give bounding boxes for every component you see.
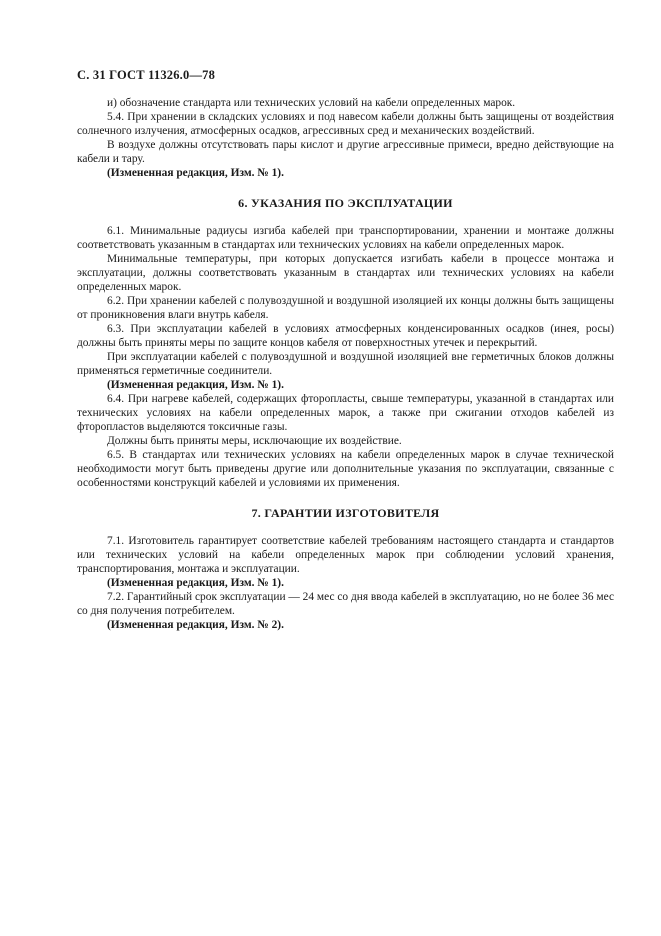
paragraph-6-3-connectors: При эксплуатации кабелей с полувоздушной и воздушной изоляцией вне герметичных блоков должны применяться герметичные соединители. (77, 351, 614, 377)
paragraph-7-1: 7.1. Изготовитель гарантирует соответствие кабелей требованиям настоящего стандарта и стандартов или технических условий на кабели определенных марок при соблюдении условий хранения, транспортирования, монтажа и эксплуатации. (77, 535, 614, 575)
paragraph-6-4-measures: Должны быть приняты меры, исключающие их воздействие. (107, 435, 402, 447)
amendment-note: (Измененная редакция, Изм. № 1). (107, 167, 284, 179)
paragraph-6-3: 6.3. При эксплуатации кабелей в условиях атмосферных конденсированных осадков (инея, росы) должны быть приняты меры по защите концов кабеля от поверхностных утечек и перекрытий. (77, 323, 614, 349)
paragraph-5-4: 5.4. При хранении в складских условиях и под навесом кабели должны быть защищены от воздействия солнечного излучения, атмосферных осадков, агрессивных сред и механических воздействий. (77, 111, 614, 137)
list-item-i: и) обозначение стандарта или технических условий на кабели определенных марок. (107, 97, 516, 109)
section-6-heading: 6. УКАЗАНИЯ ПО ЭКСПЛУАТАЦИИ (238, 196, 453, 210)
paragraph-6-5: 6.5. В стандартах или технических условиях на кабели определенных марок в случае технической необходимости могут быть приведены другие или дополнительные указания по эксплуатации, связанные с особенностями конструкций кабелей и условиями их применения. (77, 449, 614, 489)
amendment-note: (Измененная редакция, Изм. № 2). (107, 619, 284, 631)
paragraph-6-1-temps: Минимальные температуры, при которых допускается изгибать кабели в процессе монтажа и эксплуатации, должны соответствовать указанным в стандартах или технических условиях на кабели определенных марок. (77, 253, 614, 293)
paragraph-6-2: 6.2. При хранении кабелей с полувоздушной и воздушной изоляцией их концы должны быть защищены от проникновения влаги внутрь кабеля. (77, 295, 614, 321)
paragraph-6-4: 6.4. При нагреве кабелей, содержащих фторопласты, свыше температуры, указанной в стандартах или технических условиях на кабели определенных марок, а также при сжигании отходов кабелей из фторопластов выделяются токсичные газы. (77, 393, 614, 433)
amendment-note: (Измененная редакция, Изм. № 1). (107, 577, 284, 589)
running-head: С. 31 ГОСТ 11326.0—78 (77, 68, 216, 82)
paragraph-air: В воздухе должны отсутствовать пары кислот и другие агрессивные примеси, вредно действующие на кабели и тару. (77, 139, 614, 165)
amendment-note: (Измененная редакция, Изм. № 1). (107, 379, 284, 391)
paragraph-7-2: 7.2. Гарантийный срок эксплуатации — 24 мес со дня ввода кабелей в эксплуатацию, но не более 36 мес со дня получения потребителем. (77, 591, 615, 617)
section-7-heading: 7. ГАРАНТИИ ИЗГОТОВИТЕЛЯ (251, 506, 440, 520)
paragraph-6-1: 6.1. Минимальные радиусы изгиба кабелей при транспортировании, хранении и монтаже должны соответствовать указанным в стандартах или технических условиях на кабели определенных марок. (77, 225, 614, 251)
document-body (77, 96, 614, 632)
